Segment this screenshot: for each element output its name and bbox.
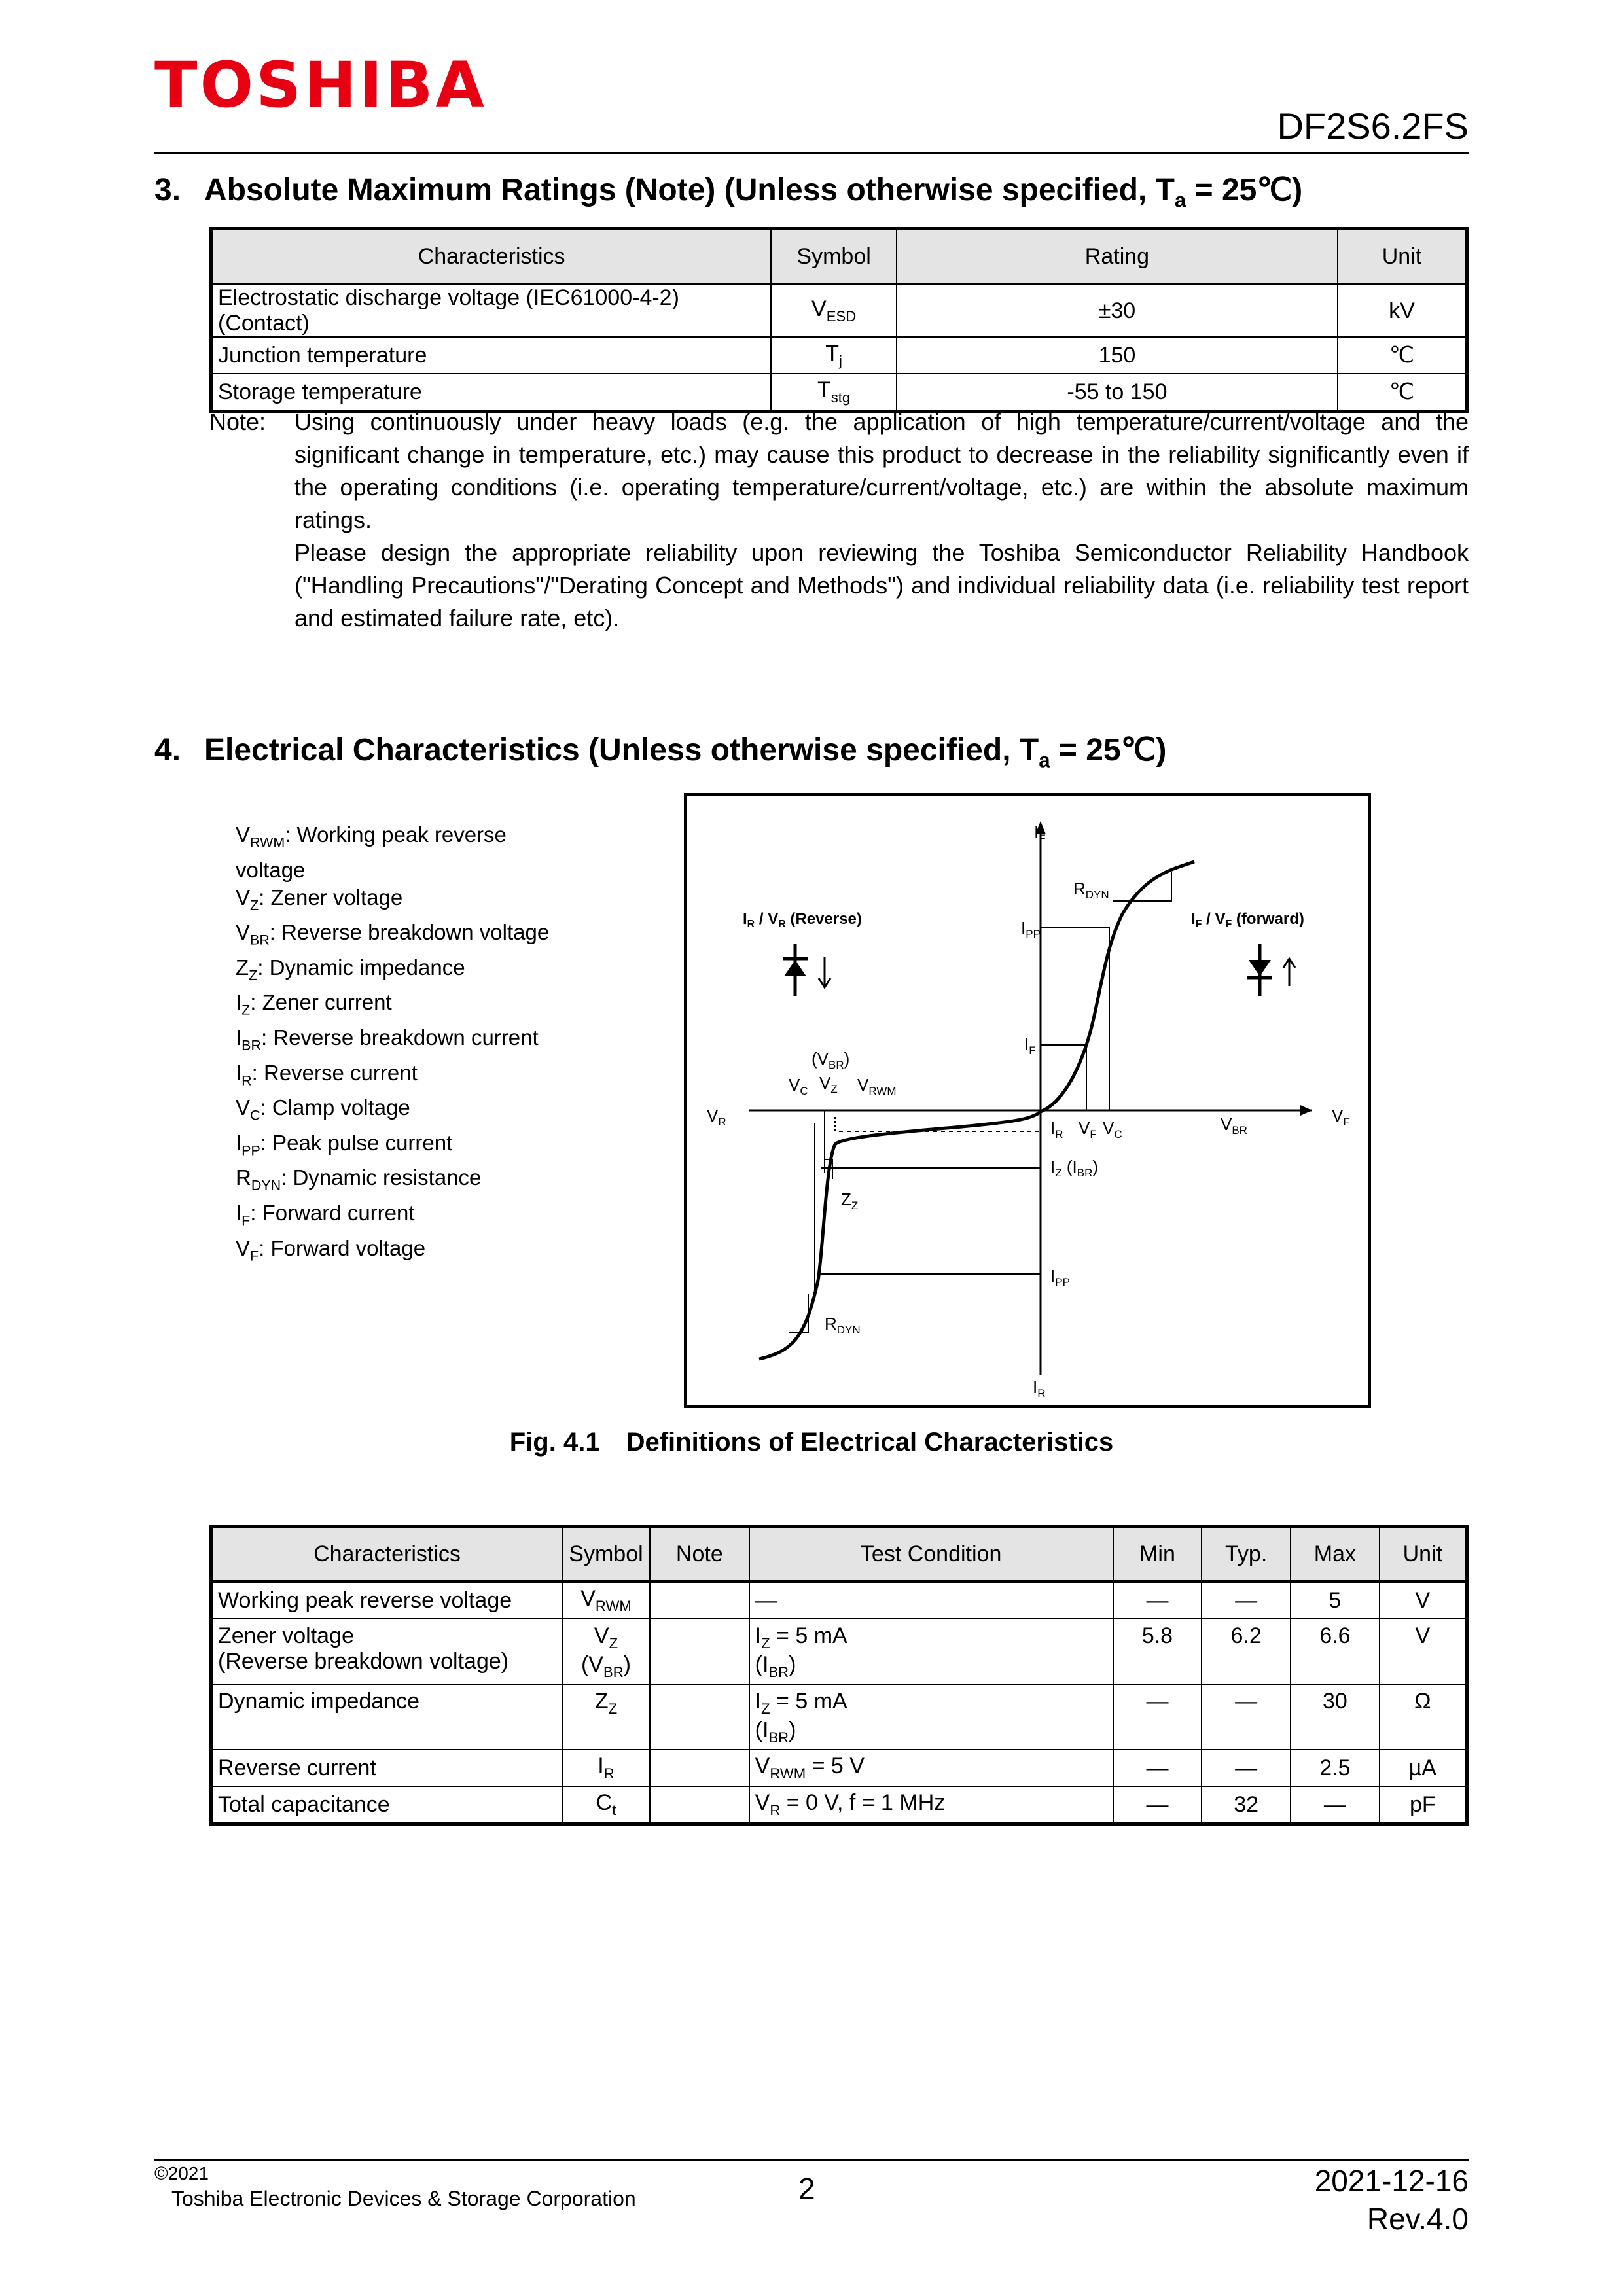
col-symbol: Symbol xyxy=(771,229,897,285)
part-number: DF2S6.2FS xyxy=(1277,105,1469,147)
electrical-characteristics-table xyxy=(209,1525,1469,1826)
label-vrwm: $V_{RWM}$ xyxy=(857,1075,897,1097)
label-iz-ibr: $I_Z$ $(I_{BR})$ xyxy=(1050,1157,1099,1179)
copyright: ©2021 xyxy=(154,2163,209,2183)
legend-item: $V_C$: Clamp voltage xyxy=(236,1095,410,1123)
arrow-down-icon xyxy=(819,957,830,987)
diode-reverse-icon xyxy=(783,944,808,996)
section-4-title: 4. Electrical Characteristics (Unless otherwise specified, $T_a$ = 25℃) xyxy=(154,733,1167,772)
symbol-legend xyxy=(236,821,549,1269)
label-vz: $V_Z$ xyxy=(819,1073,838,1095)
table-row: Electrostatic discharge voltage (IEC61000-4-2)(Contact) $V_{ESD}$ ±30 kV xyxy=(211,284,1467,337)
legend-item: $Z_Z$: Dynamic impedance xyxy=(236,955,465,983)
section-4-number: 4. xyxy=(154,733,181,768)
legend-item: $V_Z$: Zener voltage xyxy=(236,885,403,913)
label-ir-small: $I_R$ xyxy=(1050,1118,1063,1140)
col-characteristics: Characteristics xyxy=(211,229,772,285)
diode-forward-icon xyxy=(1247,944,1272,996)
label-vf: $V_F$ xyxy=(1332,1106,1350,1128)
table-header-row xyxy=(211,229,1467,285)
label-vbr-paren: $(V_{BR})$ xyxy=(812,1049,850,1071)
forward-title: $I_F / V_F$ (forward) xyxy=(1191,910,1304,930)
label-ipp-fwd: $I_{PP}$ xyxy=(1021,918,1041,940)
table-row: Zener voltage (Reverse breakdown voltage) $V_Z$ $(V_{BR})$ $I_Z = 5$ mA $(I_{BR})$ 5.8 6.2 6.6 V xyxy=(211,1619,1467,1684)
iv-characteristics-figure xyxy=(684,793,1371,1408)
header-rule xyxy=(154,152,1469,154)
legend-item: $R_{DYN}$: Dynamic resistance xyxy=(236,1165,482,1193)
label-vc-small: $V_C$ xyxy=(1103,1118,1122,1140)
note-paragraph-1: Using continuously under heavy loads (e.g. the application of high temperature/current/voltage and the significant change in temperature, etc.) may cause this product to decrease in the reliability significantly even if the operating conditions (i.e. operating temperature/current/voltage, etc.) are within the absolute maximum ratings. xyxy=(294,408,1469,533)
legend-item: $V_{BR}$: Reverse breakdown voltage xyxy=(236,920,550,948)
section-3-number: 3. xyxy=(154,173,181,207)
table-row: Storage temperature $T_{stg}$ -55 to 150 ℃ xyxy=(211,374,1467,412)
label-ipp-rev: $I_{PP}$ xyxy=(1050,1266,1070,1288)
reverse-title: $I_R / V_R$ (Reverse) xyxy=(743,910,862,930)
label-vf-small: $V_F$ xyxy=(1079,1118,1097,1140)
revision-number: Rev.4.0 xyxy=(1366,2202,1469,2236)
label-zz: $Z_Z$ xyxy=(841,1190,859,1212)
legend-item: $I_{BR}$: Reverse breakdown current xyxy=(236,1025,539,1053)
legend-item: voltage xyxy=(236,857,306,882)
absolute-maximum-ratings-table xyxy=(209,227,1469,413)
note-label: Note: xyxy=(209,408,266,435)
table-header-row: Characteristics Symbol Note Test Condition Min Typ. Max Unit xyxy=(211,1527,1467,1582)
table-row: Reverse current $I_R$ $V_{RWM} = 5$ V — — 2.5 µA xyxy=(211,1750,1467,1786)
company-name: Toshiba Electronic Devices & Storage Corporation xyxy=(171,2187,636,2210)
rdyn-forward-triangle xyxy=(1113,872,1171,901)
label-rdyn-rev: $R_{DYN}$ xyxy=(825,1314,861,1336)
label-vbr-fwd: $V_{BR}$ xyxy=(1221,1114,1247,1137)
label-if-top: $I_F$ xyxy=(1034,822,1046,845)
legend-item: $I_{PP}$: Peak pulse current xyxy=(236,1130,453,1159)
label-vr: $V_R$ xyxy=(707,1106,726,1128)
ratings-note xyxy=(209,406,1469,635)
section-3-title: 3. Absolute Maximum Ratings (Note) (Unless otherwise specified, $T_a$ = 25℃) xyxy=(154,173,1303,212)
col-rating: Rating xyxy=(897,229,1338,285)
table-row: Junction temperature $T_j$ 150 ℃ xyxy=(211,337,1467,374)
v-axis-arrow xyxy=(1300,1105,1312,1116)
legend-item: $V_F$: Forward voltage xyxy=(236,1235,426,1264)
note-paragraph-2: Please design the appropriate reliability upon reviewing the Toshiba Semiconductor Reliability Handbook ("Handling Precautions"/"Derating Concept and Methods") and individual reliability data (i.e. reliability test report and estimated failure rate, etc). xyxy=(294,539,1469,631)
page-number: 2 xyxy=(798,2172,815,2206)
legend-item: $I_F$: Forward current xyxy=(236,1200,415,1229)
label-ir-bottom: $I_R$ xyxy=(1033,1377,1046,1400)
figure-caption: Fig. 4.1 Definitions of Electrical Characteristics xyxy=(509,1428,1114,1457)
table-row: Total capacitance $C_t$ $V_R = 0$ V, f = 1 MHz — 32 — pF xyxy=(211,1786,1467,1824)
footer-rule xyxy=(154,2159,1469,2161)
legend-item: $I_R$: Reverse current xyxy=(236,1060,418,1089)
table-row: Working peak reverse voltage $V_{RWM}$ — — — 5 V xyxy=(211,1581,1467,1619)
label-vc: $V_C$ xyxy=(789,1075,808,1097)
revision-date: 2021-12-16 xyxy=(1314,2164,1469,2198)
legend-item: $I_Z$: Zener current xyxy=(236,990,392,1018)
legend-item: $V_{RWM}$: Working peak reverse xyxy=(236,822,507,851)
toshiba-logo: TOSHIBA xyxy=(154,48,487,122)
label-if-mid: $I_F$ xyxy=(1024,1034,1036,1057)
table-row: Dynamic impedance $Z_Z$ $I_Z = 5$ mA $(I_{BR})$ — — 30 Ω xyxy=(211,1684,1467,1750)
label-rdyn-fwd: $R_{DYN}$ xyxy=(1073,879,1109,901)
arrow-up-icon xyxy=(1283,959,1295,986)
rdyn-reverse-triangle xyxy=(789,1294,808,1333)
col-unit: Unit xyxy=(1338,229,1467,285)
